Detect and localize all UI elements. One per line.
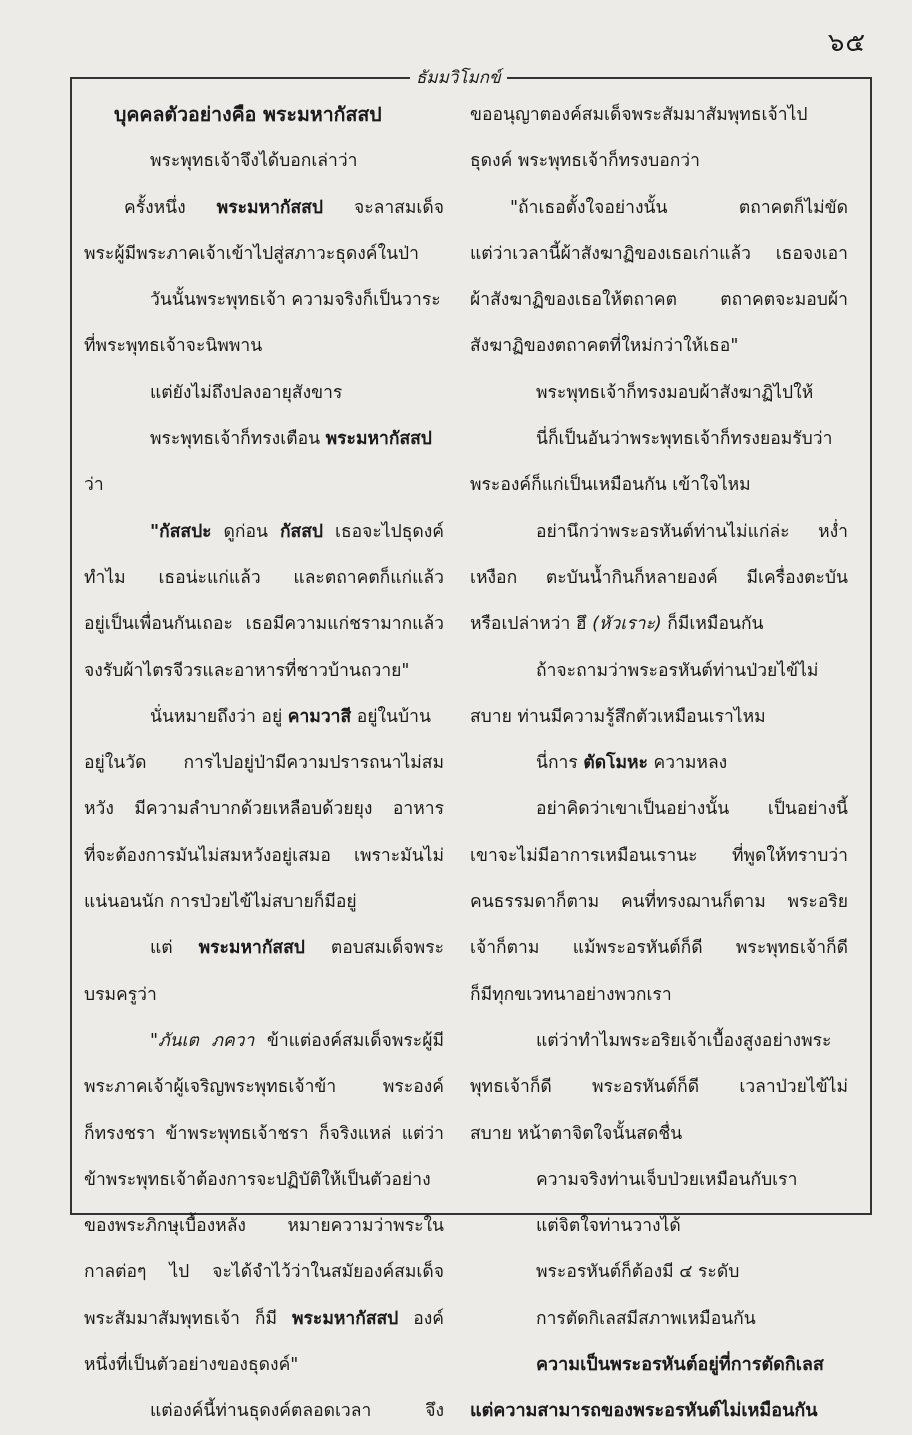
text-run: กาลต่อๆ ไป จะได้จำไว้ว่าในสมัยองค์สมเด็จ (84, 1262, 444, 1283)
bold-text: ความเป็นพระอรหันต์อยู่ที่การตัดกิเลส (536, 1354, 824, 1376)
text-line (84, 462, 444, 508)
text-run: ความจริงท่านเจ็บป่วยเหมือนกับเรา (536, 1169, 798, 1190)
text-run: อยู่ในบ้าน (351, 706, 431, 727)
text-run: แต่ว่าเวลานี้ผ้าสังฆาฏิของเธอเก่าแล้ว เธอจงเอา (470, 243, 848, 264)
page-number: ๖๕ (827, 28, 866, 58)
text-run: "ถ้าเธอตั้งใจอย่างนั้น ตถาคตก็ไม่ขัด (510, 197, 848, 218)
text-run: ถ้าจะถามว่าพระอรหันต์ท่านป่วยไข้ไม่ (536, 660, 819, 681)
text-run: พระอรหันต์ก็ต้องมี ๔ ระดับ (536, 1262, 740, 1283)
text-run: ขออนุญาตองค์สมเด็จพระสัมมาสัมพุทธเจ้าไป (470, 105, 808, 125)
text-line (84, 648, 444, 694)
text-run: อยู่เป็นเพื่อนกันเถอะ เธอมีความแก่ชรามากแล้ว (84, 614, 444, 635)
text-run: แต่ยังไม่ถึงปลงอายุสังขาร (150, 382, 343, 403)
bold-text: พระมหากัสสป (325, 429, 432, 450)
text-run: วันนั้นพระพุทธเจ้า ความจริงก็เป็นวาระ (150, 290, 441, 311)
text-line (84, 1342, 444, 1388)
italic-text: ภันเต ภควา (158, 1030, 255, 1051)
text-line (470, 1203, 848, 1249)
text-run: หวัง มีความลำบากด้วยเหลือบด้วยยุง อาหาร (84, 799, 444, 820)
text-line (470, 1342, 848, 1388)
text-run: อย่าคิดว่าเขาเป็นอย่างนั้น เป็นอย่างนี้ (536, 799, 848, 820)
text-line (470, 1111, 848, 1157)
left-column (84, 92, 444, 1435)
text-run: ทำไม เธอน่ะแก่แล้ว และตถาคตก็แก่แล้ว (84, 567, 444, 588)
text-run: แต่ (150, 938, 199, 959)
text-line (470, 1018, 848, 1064)
text-line (84, 925, 444, 971)
bold-text: พระมหากัสสป (291, 1308, 399, 1329)
text-run: พระองค์ก็แก่เป็นเหมือนกัน เข้าใจไหม (470, 475, 751, 496)
text-line (470, 1064, 848, 1110)
text-line (84, 1111, 444, 1157)
text-line (470, 879, 848, 925)
text-run: เหงือก ตะบันน้ำกินก็หลายองค์ มีเครื่องตะบัน (470, 567, 848, 588)
bold-text: พระมหากัสสป (216, 197, 323, 218)
text-run: พระภาคเจ้าผู้เจริญพระพุทธเจ้าข้า พระองค์ (84, 1077, 444, 1098)
text-run: ก็ทรงชรา ข้าพระพุทธเจ้าชรา ก็จริงแหล่ แต่ว่า (84, 1123, 444, 1144)
text-line (470, 972, 848, 1018)
text-run: หนึ่งที่เป็นตัวอย่างของธุดงค์" (84, 1355, 299, 1376)
text-run: ข้าแต่องค์สมเด็จพระผู้มี (254, 1030, 444, 1051)
text-run: ผ้าสังฆาฏิของเธอให้ตถาคต ตถาคตจะมอบผ้า (470, 290, 848, 311)
text-line (470, 555, 848, 601)
text-line (470, 648, 848, 694)
text-run: ว่า (84, 475, 104, 496)
text-run: คนธรรมดาก็ตาม คนที่ทรงฌานก็ตาม พระอริย (470, 892, 848, 913)
text-line (84, 1064, 444, 1110)
text-line (470, 925, 848, 971)
bold-text: บุคคลตัวอย่างคือ พระมหากัสสป (114, 103, 382, 126)
text-run: นี่ก็เป็นอันว่าพระพุทธเจ้าก็ทรงยอมรับว่า (536, 429, 833, 450)
text-line (470, 185, 848, 231)
text-run: " (150, 1030, 159, 1051)
text-line (470, 416, 848, 462)
bold-text: ตัดโมหะ (583, 753, 648, 774)
text-run: พระสัมมาสัมพุทธเจ้า ก็มี (84, 1308, 292, 1329)
text-run: ธุดงค์ พระพุทธเจ้าก็ทรงบอกว่า (470, 151, 700, 172)
text-line (84, 694, 444, 740)
text-line (84, 416, 444, 462)
text-run: บรมครูว่า (84, 984, 157, 1005)
text-run: ที่พระพุทธเจ้าจะนิพพาน (84, 336, 263, 357)
text-line (470, 1296, 848, 1342)
text-line (84, 138, 444, 184)
text-line (84, 1388, 444, 1434)
text-run: หรือเปล่าหว่า ฮึ (470, 614, 593, 635)
text-run: แต่ว่าทำไมพระอริยเจ้าเบื้องสูงอย่างพระ (536, 1030, 832, 1051)
text-run: พุทธเจ้าก็ดี พระอรหันต์ก็ดี เวลาป่วยไข้ไม่ (470, 1077, 848, 1098)
text-run: ข้าพระพุทธเจ้าต้องการจะปฏิบัติให้เป็นตัวอย่าง (84, 1169, 431, 1190)
text-run: แต่องค์นี้ท่านธุดงค์ตลอดเวลา จึง (150, 1401, 444, 1422)
text-line (84, 92, 444, 138)
text-run: สบาย หน้าตาจิตใจนั้นสดชื่น (470, 1123, 683, 1144)
text-line (470, 694, 848, 740)
text-run: จงรับผ้าไตรจีวรและอาหารที่ชาวบ้านถวาย" (84, 660, 410, 681)
text-run: แต่จิตใจท่านวางได้ (536, 1216, 681, 1237)
bold-text: พระมหากัสสป (198, 938, 305, 959)
text-run: เธอจะไปธุดงค์ (323, 521, 444, 542)
text-line (470, 138, 848, 184)
text-line (470, 601, 848, 647)
text-run: ที่จะต้องการมันไม่สมหวังอยู่เสมอ เพราะมันไม่ (84, 845, 444, 866)
text-run: พระพุทธเจ้าก็ทรงเตือน (150, 429, 326, 450)
text-run: พระพุทธเจ้าจึงได้บอกเล่าว่า (150, 151, 358, 172)
text-line (84, 601, 444, 647)
text-line (470, 833, 848, 879)
text-line (470, 1249, 848, 1295)
text-line (84, 879, 444, 925)
text-run: ความหลง (647, 753, 728, 774)
text-run: สังฆาฏิของตถาคตที่ใหม่กว่าให้เธอ" (470, 336, 739, 357)
text-line (84, 370, 444, 416)
text-run: เขาจะไม่มีอาการเหมือนเรานะ ที่พูดให้ทราบว่า (470, 845, 848, 866)
text-line (84, 786, 444, 832)
text-run: องค์ (398, 1308, 444, 1329)
text-run: ตอบสมเด็จพระ (304, 938, 444, 959)
text-line (470, 509, 848, 555)
text-run: นั่นหมายถึงว่า อยู่ (150, 706, 288, 727)
text-line (84, 323, 444, 369)
bold-text: กัสสป (279, 521, 324, 542)
text-run: พระพุทธเจ้าก็ทรงมอบผ้าสังฆาฏิไปให้ (536, 382, 814, 403)
text-run: อยู่ในวัด การไปอยู่ป่ามีความปรารถนาไม่สม (84, 753, 444, 774)
text-line (470, 740, 848, 786)
text-run: อย่านึกว่าพระอรหันต์ท่านไม่แก่ล่ะ หง่ำ (536, 521, 848, 542)
text-run: การตัดกิเลสมีสภาพเหมือนกัน (536, 1308, 756, 1329)
text-run: ดูก่อน (211, 521, 280, 542)
text-line (84, 231, 444, 277)
text-line (84, 1296, 444, 1342)
text-line (84, 1157, 444, 1203)
bold-text: "กัสสปะ (150, 521, 212, 542)
text-line (84, 555, 444, 601)
text-run: จะลาสมเด็จ (322, 197, 444, 218)
text-line (84, 1018, 444, 1064)
text-run: แน่นอนนัก การป่วยไข้ไม่สบายก็มีอยู่ (84, 892, 357, 913)
text-run: ก็มีทุกขเวทนาอย่างพวกเรา (470, 984, 672, 1005)
text-line (470, 231, 848, 277)
text-line (470, 1157, 848, 1203)
text-line (470, 277, 848, 323)
text-line (84, 277, 444, 323)
text-line (470, 786, 848, 832)
running-title: ธัมมวิโมกข์ (410, 64, 507, 91)
text-line (470, 323, 848, 369)
text-line (470, 1388, 848, 1434)
bold-text: แต่ความสามารถของพระอรหันต์ไม่เหมือนกัน (470, 1400, 818, 1422)
italic-text: (หัวเราะ) (592, 614, 662, 635)
text-line (470, 370, 848, 416)
text-run: สบาย ท่านมีความรู้สึกตัวเหมือนเราไหม (470, 706, 766, 727)
text-run: ครั้งหนึ่ง (124, 197, 217, 218)
text-run: ของพระภิกษุเบื้องหลัง หมายความว่าพระใน (84, 1216, 444, 1237)
text-line (84, 185, 444, 231)
text-run: ก็มีเหมือนกัน (661, 614, 764, 635)
text-line (84, 509, 444, 555)
text-line (470, 462, 848, 508)
text-run: เจ้าก็ตาม แม้พระอรหันต์ก็ดี พระพุทธเจ้าก็ดี (470, 938, 848, 959)
text-line (470, 92, 848, 138)
text-line (84, 833, 444, 879)
right-column (470, 92, 848, 1435)
text-line (84, 740, 444, 786)
text-run: นี่การ (536, 753, 584, 774)
text-line (84, 1203, 444, 1249)
text-run: พระผู้มีพระภาคเจ้าเข้าไปสู่สภาวะธุดงค์ในป่า (84, 243, 419, 264)
text-line (84, 1249, 444, 1295)
text-line (84, 972, 444, 1018)
bold-text: คามวาสี (287, 706, 352, 727)
